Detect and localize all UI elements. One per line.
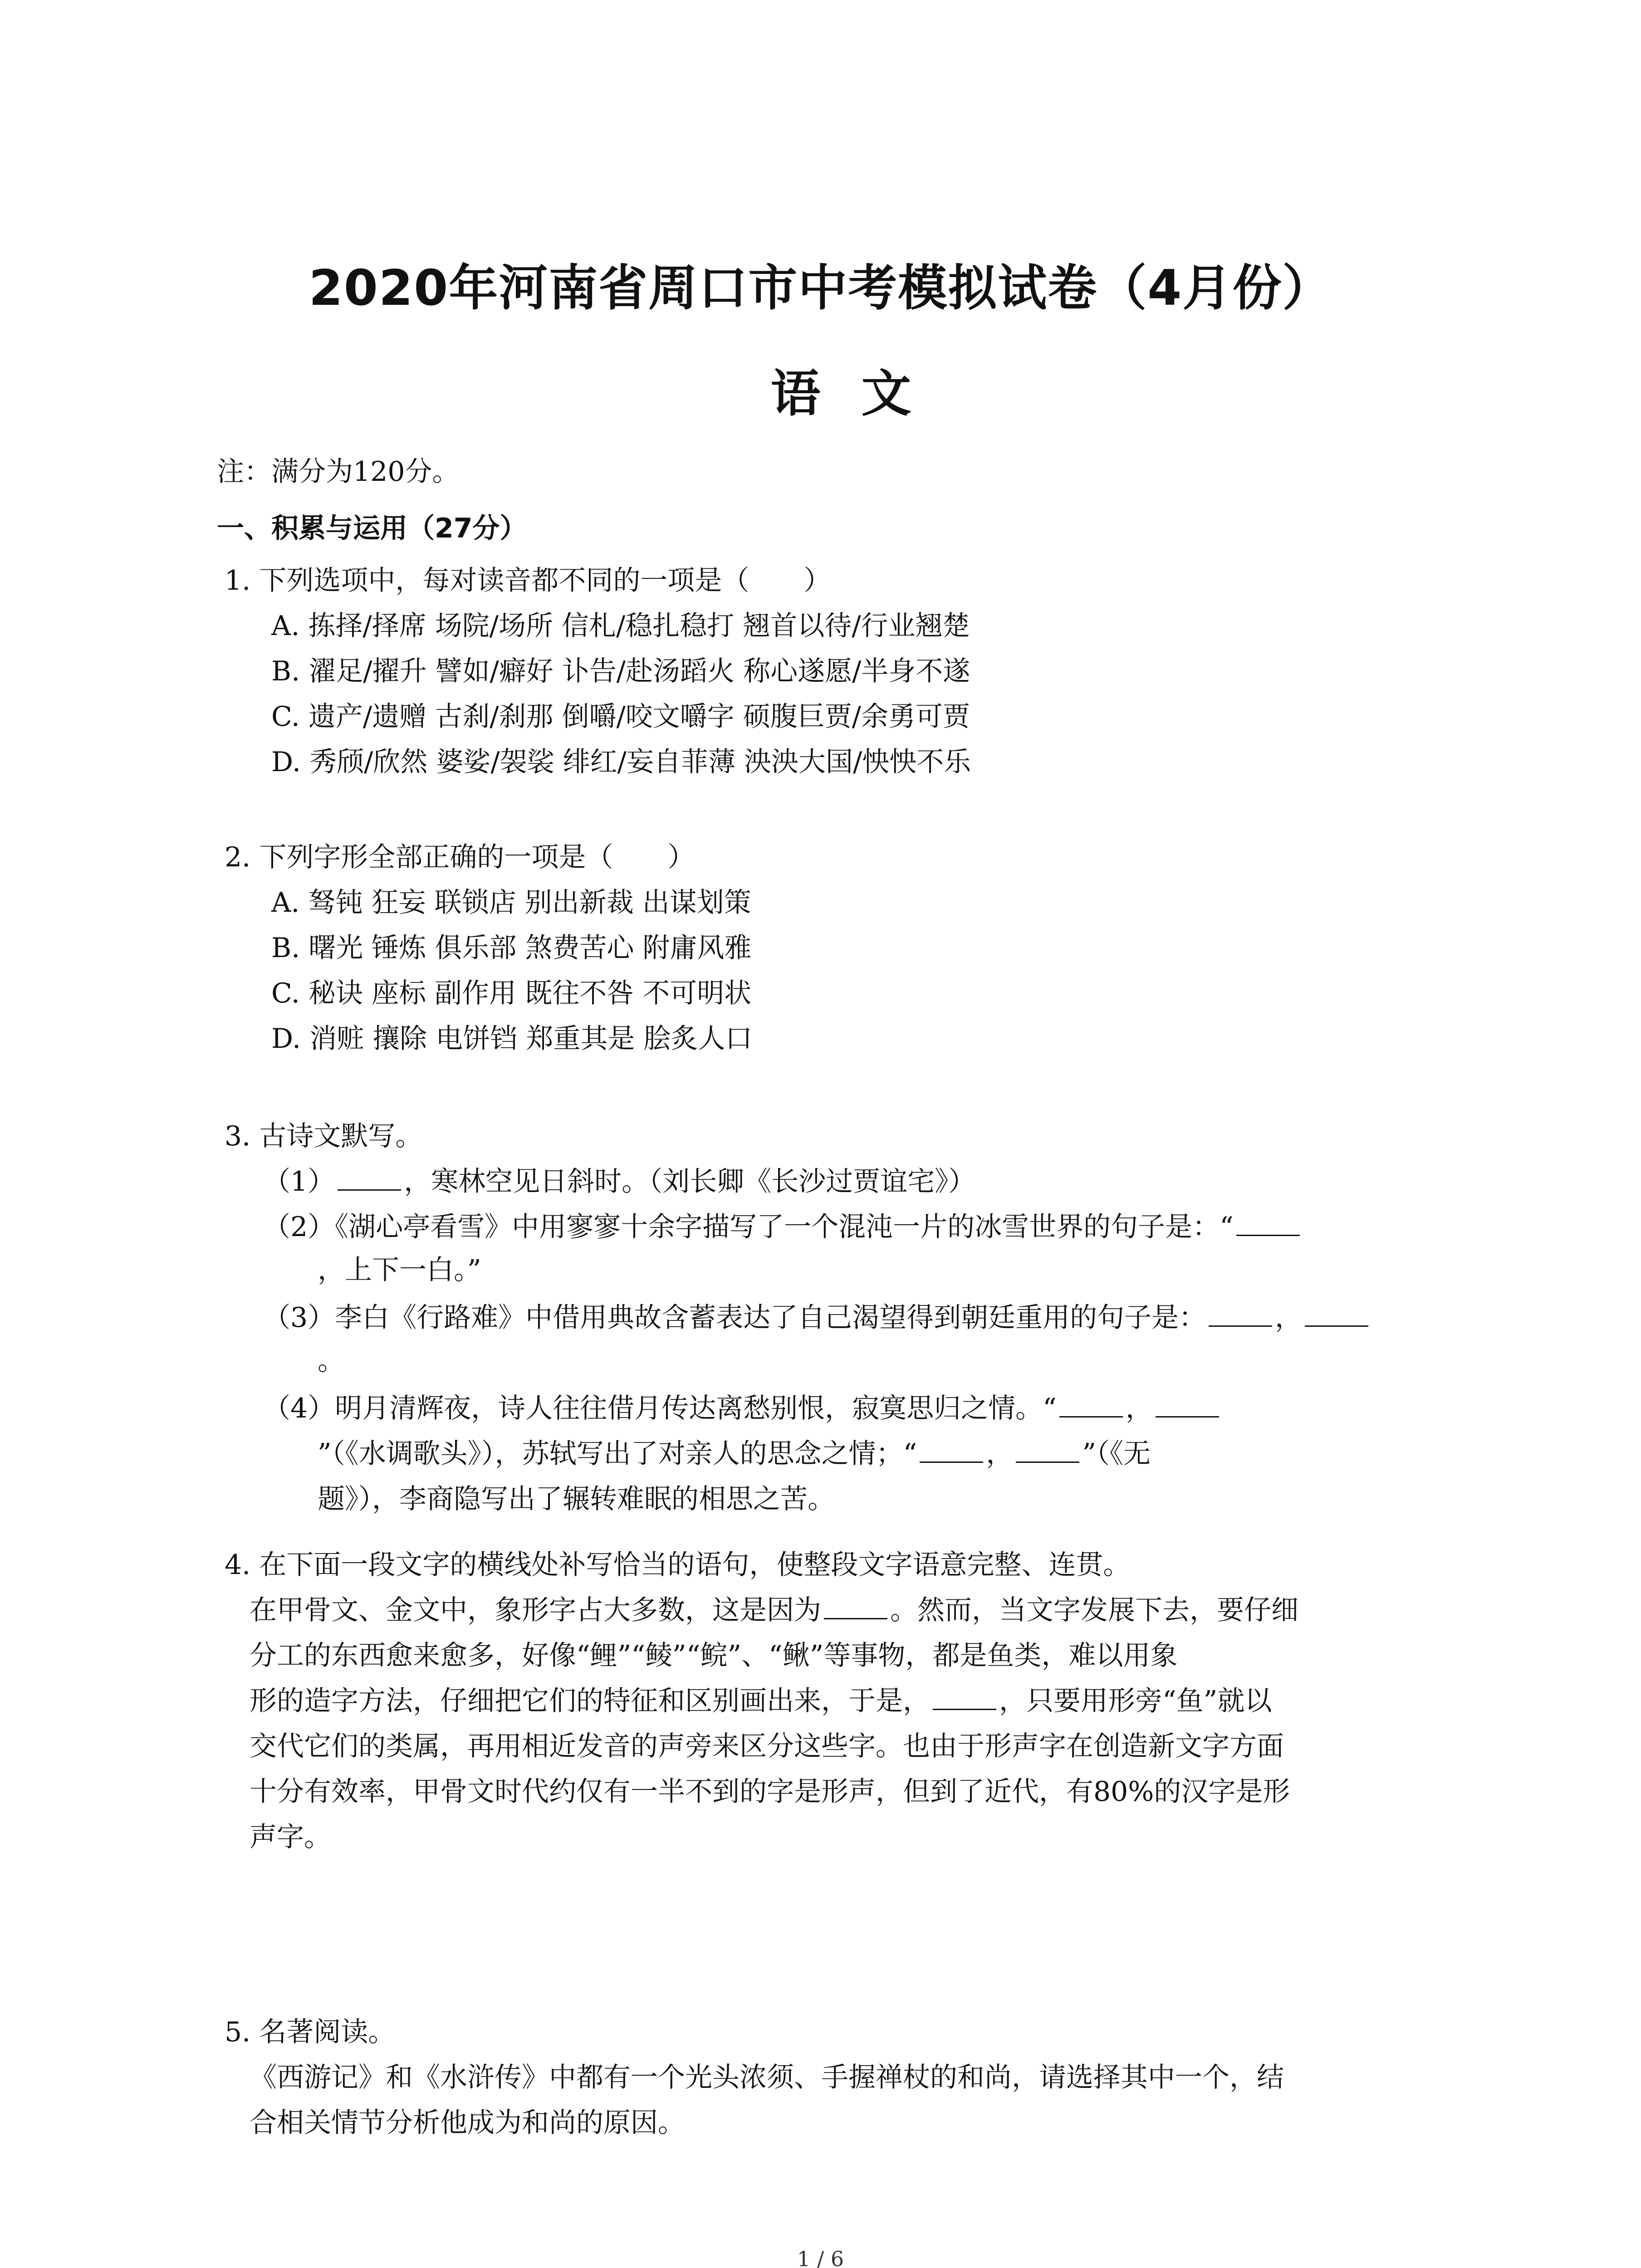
q4-text-1b: 。然而，当文字发展下去，要仔细 <box>890 1594 1298 1626</box>
question-3-part-2 <box>263 1209 1303 1245</box>
section-heading: 一、积累与运用（27分） <box>217 513 527 544</box>
question-4-line-1 <box>250 1592 1298 1628</box>
answer-blank[interactable] <box>1305 1300 1368 1327</box>
question-5-stem: 5. 名著阅读。 <box>225 2016 396 2048</box>
question-1-option-c: C. 遗产/遗赠 古刹/刹那 倒嚼/咬文嚼字 硕腹巨贾/余勇可贾 <box>271 701 970 733</box>
question-3-part-4-end: 题》），李商隐写出了辗转难眠的相思之苦。 <box>318 1483 835 1515</box>
q4-text-3a: 形的造字方法，仔细把它们的特征和区别画出来，于是， <box>250 1685 930 1717</box>
question-2-option-c: C. 秘诀 座标 副作用 既往不咎 不可明状 <box>271 978 752 1009</box>
part-3-text: （3）李白《行路难》中借用典故含蓄表达了自己渴望得到朝廷重用的句子是： <box>263 1302 1206 1334</box>
comma: ， <box>1275 1302 1303 1334</box>
question-4-line-4: 交代它们的类属，再用相近发音的声旁来区分这些字。也由于形声字在创造新文字方面 <box>250 1730 1284 1762</box>
q4-text-3b: ，只要用形旁“鱼”就以 <box>999 1685 1272 1717</box>
question-3-part-2-cont: ，上下一白。” <box>318 1254 481 1286</box>
q4-text-1a: 在甲骨文、金文中，象形字占大多数，这是因为 <box>250 1594 821 1626</box>
question-2-stem: 2. 下列字形全部正确的一项是（ ） <box>225 841 695 873</box>
question-4-line-5: 十分有效率，甲骨文时代约仅有一半不到的字是形声，但到了近代，有80%的汉字是形 <box>250 1776 1290 1808</box>
page-number: 1 / 6 <box>797 2247 844 2268</box>
question-4-line-2: 分工的东西愈来愈多，好像“鲤”“鲮”“鲩”、“鳅”等事物，都是鱼类，难以用象 <box>250 1640 1178 1672</box>
question-3-part-4-cont <box>318 1436 1151 1472</box>
answer-blank[interactable] <box>824 1593 887 1619</box>
question-1-option-a: A. 拣择/择席 场院/场所 信札/稳扎稳打 翘首以待/行业翘楚 <box>271 610 970 642</box>
score-note: 注：满分为120分。 <box>217 456 460 488</box>
part-1-suffix: ，寒林空见日斜时。（刘长卿《长沙过贾谊宅》） <box>404 1166 976 1198</box>
comma: ， <box>986 1438 1014 1470</box>
question-1-option-d: D. 秀颀/欣然 婆娑/袈裟 绯红/妄自菲薄 泱泱大国/怏怏不乐 <box>271 746 971 778</box>
question-5-line-1: 《西游记》和《水浒传》中都有一个光头浓须、手握禅杖的和尚，请选择其中一个，结 <box>250 2062 1284 2093</box>
subject-title: 语文 <box>770 365 952 423</box>
question-4-stem: 4. 在下面一段文字的横线处补写恰当的语句，使整段文字语意完整、连贯。 <box>225 1549 1131 1581</box>
question-3-part-1 <box>263 1163 975 1200</box>
answer-blank[interactable] <box>1236 1209 1300 1236</box>
comma: ， <box>1125 1393 1153 1424</box>
question-2-option-b: B. 曙光 锤炼 俱乐部 煞费苦心 附庸风雅 <box>271 932 752 964</box>
answer-blank[interactable] <box>1059 1391 1123 1418</box>
part-4-text: （4）明月清辉夜，诗人往往借月传达离愁别恨，寂寞思归之情。“ <box>263 1393 1057 1424</box>
part-4-text-3: ”（《无 <box>1082 1438 1151 1470</box>
answer-blank[interactable] <box>1156 1391 1219 1418</box>
question-3-stem: 3. 古诗文默写。 <box>225 1120 423 1152</box>
answer-blank[interactable] <box>920 1436 983 1463</box>
answer-blank[interactable] <box>1209 1300 1272 1327</box>
question-1-stem: 1. 下列选项中，每对读音都不同的一项是（ ） <box>225 565 831 596</box>
part-4-text-2: ”（《水调歌头》），苏轼写出了对亲人的思念之情；“ <box>318 1438 917 1470</box>
question-3-part-3 <box>263 1300 1371 1336</box>
question-3-part-4 <box>263 1390 1222 1427</box>
question-4-line-6: 声字。 <box>250 1821 331 1853</box>
part-2-text: （2）《湖心亭看雪》中用寥寥十余字描写了一个混沌一片的冰雪世界的句子是：“ <box>263 1211 1234 1243</box>
answer-blank[interactable] <box>1016 1436 1079 1463</box>
part-1-prefix: （1） <box>263 1166 335 1198</box>
question-2-option-a: A. 驽钝 狂妄 联锁店 别出新裁 出谋划策 <box>271 887 751 919</box>
question-3-part-3-cont: 。 <box>318 1345 345 1377</box>
answer-blank[interactable] <box>338 1164 401 1191</box>
question-5-line-2: 合相关情节分析他成为和尚的原因。 <box>250 2107 685 2139</box>
question-2-option-d: D. 消赃 攘除 电饼铛 郑重其是 脍炙人口 <box>271 1023 753 1055</box>
question-4-line-3 <box>250 1683 1272 1719</box>
question-1-option-b: B. 濯足/擢升 譬如/癖好 讣告/赴汤蹈火 称心遂愿/半身不遂 <box>271 655 970 687</box>
exam-title: 2020年河南省周口市中考模拟试卷（4月份） <box>309 260 1332 317</box>
answer-blank[interactable] <box>933 1683 996 1710</box>
